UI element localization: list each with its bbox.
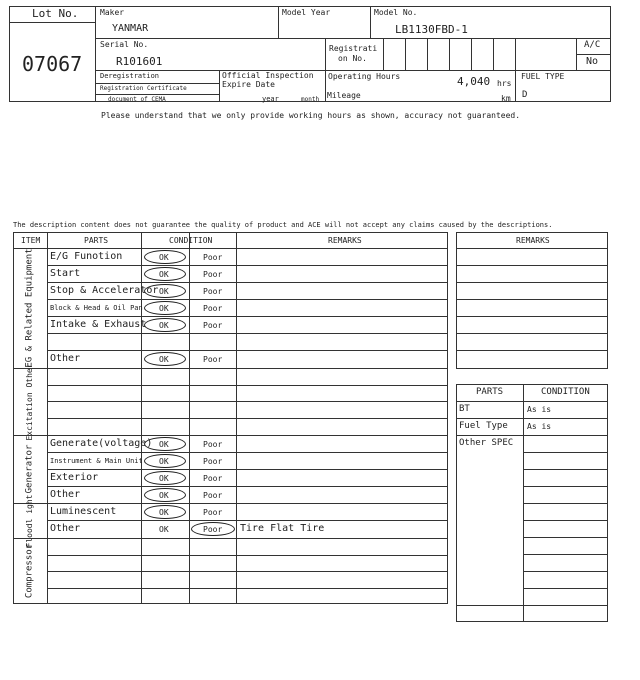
serial-value: R101601 <box>116 55 163 68</box>
group-eg: EG & Related Equipment <box>24 248 35 368</box>
cema-label: document of CEMA <box>108 96 166 103</box>
part-eg-other: Other <box>50 353 81 364</box>
part-gen-other: Other <box>50 489 81 500</box>
ok-label: OK <box>159 525 169 534</box>
spec-part-other-spec: Other SPEC <box>459 438 514 448</box>
spec-part-bt: BT <box>459 404 470 414</box>
part-luminescent: Luminescent <box>50 506 117 517</box>
registration-label-1: Registrati <box>329 44 378 53</box>
ac-value: No <box>586 56 599 67</box>
part-start: Start <box>50 268 81 279</box>
maker-label: Maker <box>100 8 125 17</box>
inspection-label-1: Official Inspection <box>222 71 314 80</box>
poor-label: Poor <box>203 474 223 483</box>
part-generate-voltage: Generate(voltage) <box>50 438 153 449</box>
month-label: month <box>301 96 320 103</box>
ok-label: OK <box>159 304 169 313</box>
ok-label: OK <box>159 508 169 517</box>
registration-label-2: on No. <box>338 54 367 63</box>
part-block-head: Block & Head & Oil Pan <box>50 304 143 312</box>
remarks-header: REMARKS <box>516 236 550 245</box>
remarks-panel <box>456 232 608 369</box>
model-no-value: LB1130FBD-1 <box>395 23 468 36</box>
part-exterior: Exterior <box>50 472 99 483</box>
ok-label: OK <box>159 355 169 364</box>
ok-label: OK <box>159 474 169 483</box>
ok-label: OK <box>159 270 169 279</box>
spec-part-fuel-type: Fuel Type <box>459 421 508 431</box>
maker-value: YANMAR <box>112 23 149 34</box>
serial-label: Serial No. <box>100 40 149 49</box>
col-condition: CONDITION <box>169 236 213 245</box>
poor-label: Poor <box>203 355 223 364</box>
part-stop-accelerator: Stop & Accelerator <box>50 285 159 296</box>
spec-cond-bt: As is <box>527 405 552 414</box>
model-no-label: Model No. <box>374 8 418 17</box>
poor-label: Poor <box>203 321 223 330</box>
group-generator: Generator <box>24 444 35 494</box>
deregistration-label: Deregistration <box>100 72 160 80</box>
part-eg-function: E/G Funotion <box>50 251 123 262</box>
part-flood-other: Other <box>50 523 81 534</box>
ok-label: OK <box>159 440 169 449</box>
inspection-label-2: Expire Date <box>222 80 275 89</box>
mileage-label: Mileage <box>327 91 361 100</box>
hrs-unit: hrs <box>497 79 512 88</box>
disclaimer: The description content does not guarantee the quality of product and ACE will not accept any claims caused by the descriptions. <box>13 221 553 229</box>
ok-label: OK <box>159 321 169 330</box>
poor-label: Poor <box>203 270 223 279</box>
spec-condition-header: CONDITION <box>541 387 590 397</box>
group-floodlight: Floodl ight <box>25 494 34 548</box>
ok-label: OK <box>159 287 169 296</box>
lot-number: 07067 <box>22 52 83 76</box>
poor-label: Poor <box>203 304 223 313</box>
remark-flood-other: Tire Flat Tire <box>240 523 325 534</box>
km-unit: km <box>501 94 511 103</box>
reg-cert-label: Registration Certificate <box>100 85 187 92</box>
group-compressor: Compressor <box>24 543 35 599</box>
col-parts: PARTS <box>84 236 109 245</box>
poor-label: Poor <box>203 457 223 466</box>
spec-parts-header: PARTS <box>476 387 504 397</box>
spec-cond-fuel-type: As is <box>527 422 552 431</box>
col-remarks: REMARKS <box>328 236 362 245</box>
part-instrument-main: Instrument & Main Unit <box>50 457 143 465</box>
col-item: ITEM <box>21 236 41 245</box>
operating-hours-value: 4,040 <box>457 75 491 88</box>
poor-label: Poor <box>203 491 223 500</box>
group-excitation: Excitation Other <box>25 363 34 441</box>
ok-label: OK <box>159 253 169 262</box>
poor-label: Poor <box>203 525 223 534</box>
part-intake-exhaust: Intake & Exhaust <box>50 319 147 330</box>
operating-hours-label: Operating Hours <box>328 72 401 81</box>
poor-label: Poor <box>203 508 223 517</box>
poor-label: Poor <box>203 253 223 262</box>
year-label: year <box>262 95 279 103</box>
lot-label: Lot No. <box>32 7 79 20</box>
fuel-type-label: FUEL TYPE <box>521 72 565 81</box>
ac-label: A/C <box>584 40 601 50</box>
ok-label: OK <box>159 457 169 466</box>
hours-note: Please understand that we only provide working hours as shown, accuracy not guaranteed. <box>101 111 521 120</box>
poor-label: Poor <box>203 287 223 296</box>
model-year-label: Model Year <box>282 8 331 17</box>
ok-label: OK <box>159 491 169 500</box>
poor-label: Poor <box>203 440 223 449</box>
fuel-type-value: D <box>522 90 528 100</box>
